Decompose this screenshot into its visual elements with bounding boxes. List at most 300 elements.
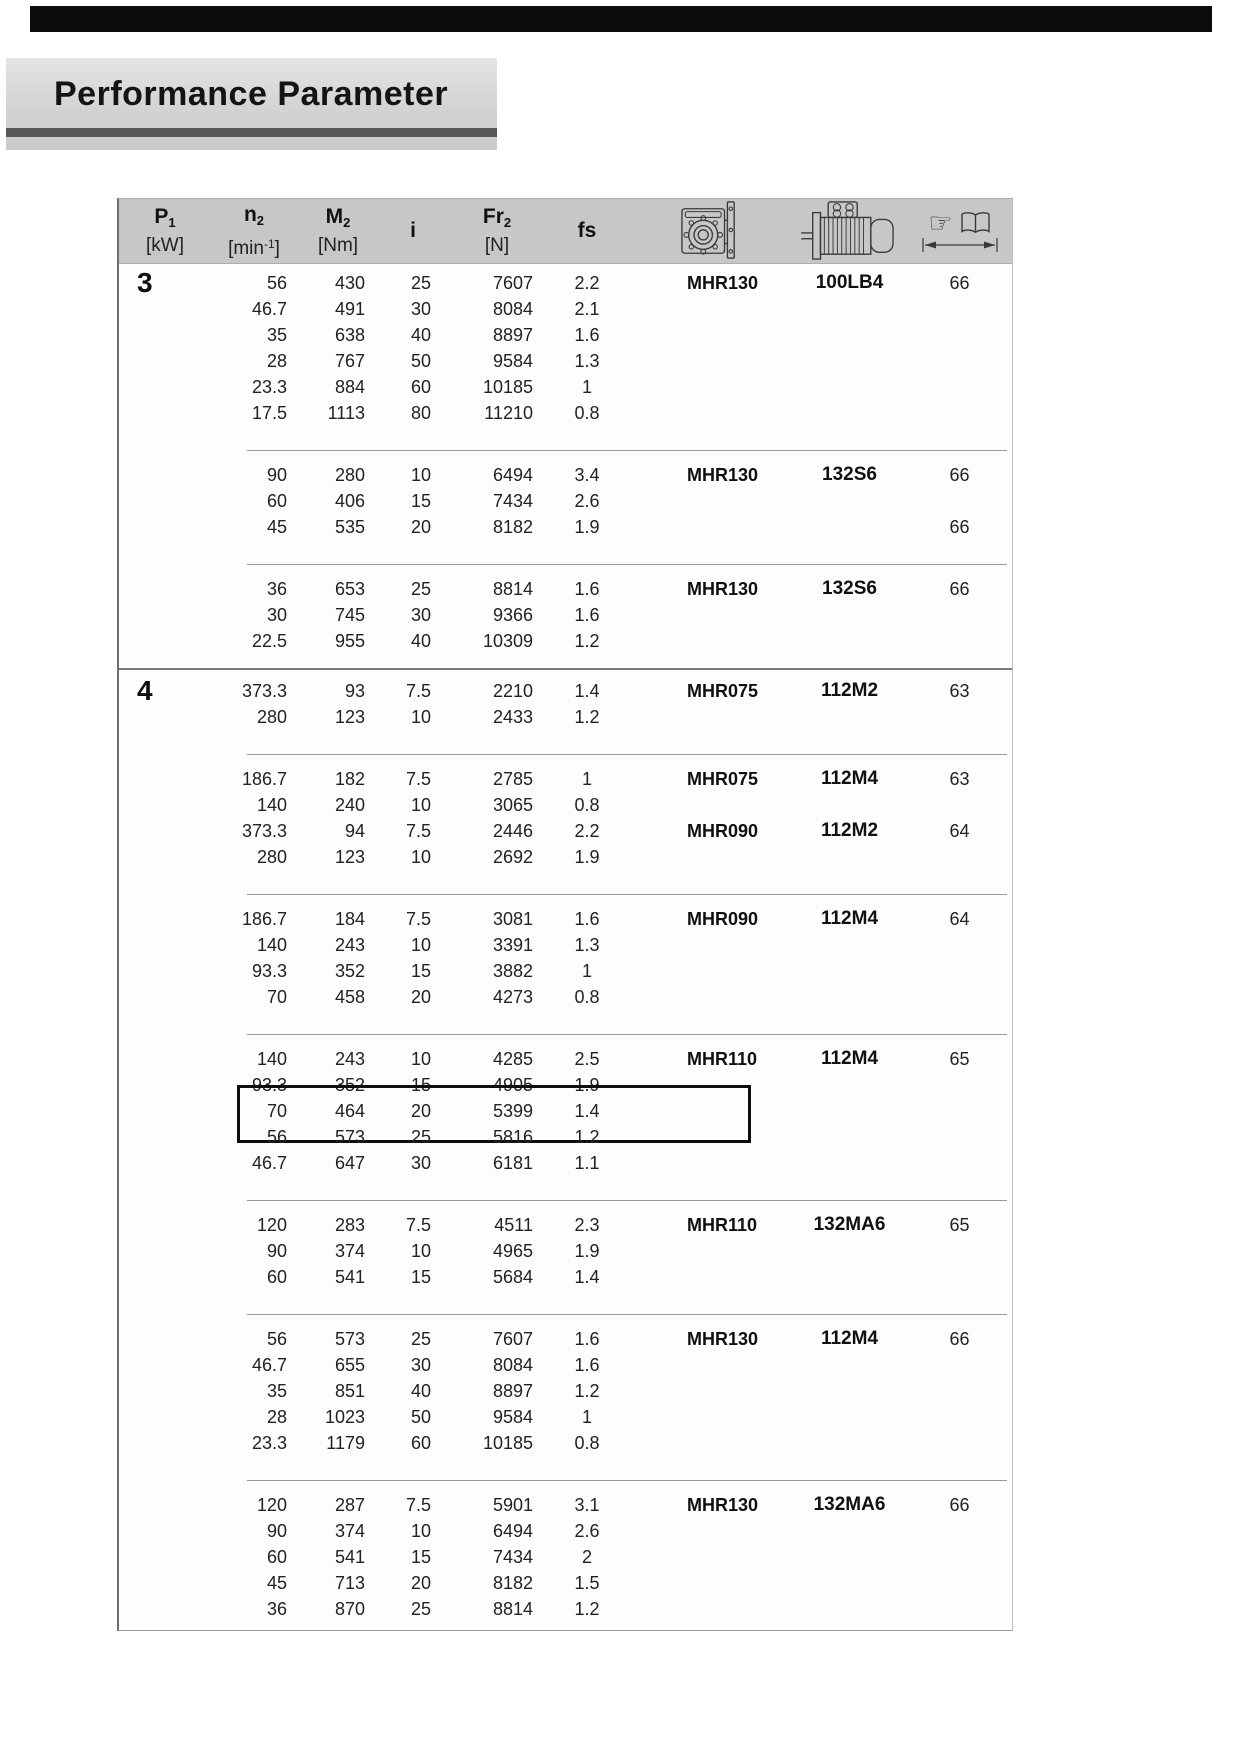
cell-fr2: 3882 bbox=[492, 961, 533, 981]
cell-p1 bbox=[119, 1326, 211, 1352]
cell-fr2: 7607 bbox=[492, 273, 533, 293]
cell-i: 20 bbox=[410, 1101, 431, 1121]
n2-symbol: $n_2$ bbox=[243, 202, 265, 228]
cell-m2: 464 bbox=[334, 1101, 365, 1121]
performance-table bbox=[117, 198, 1013, 1631]
cell-gearbox: MHR075 bbox=[687, 681, 759, 701]
cell-motor bbox=[792, 514, 907, 540]
cell-m2: 287 bbox=[334, 1495, 365, 1515]
cell-gearbox bbox=[627, 322, 792, 348]
table-row bbox=[119, 488, 1012, 514]
cell-fs: 1.3 bbox=[574, 935, 600, 955]
cell-fs: 1 bbox=[581, 769, 592, 789]
cell-i: 25 bbox=[410, 1599, 431, 1619]
cell-m2: 374 bbox=[334, 1241, 365, 1261]
table-row bbox=[119, 766, 1012, 792]
cell-gearbox bbox=[627, 932, 792, 958]
cell-m2: 1023 bbox=[324, 1407, 365, 1427]
cell-p1 bbox=[119, 1518, 211, 1544]
table-row bbox=[119, 1264, 1012, 1290]
col-header-fr2 bbox=[447, 199, 547, 263]
cell-n2: 120 bbox=[256, 1215, 287, 1235]
cell-p1 bbox=[119, 1150, 211, 1176]
cell-p1 bbox=[119, 932, 211, 958]
cell-fr2: 2446 bbox=[492, 821, 533, 841]
table-row bbox=[119, 1238, 1012, 1264]
cell-page bbox=[907, 1072, 1012, 1098]
cell-motor bbox=[792, 322, 907, 348]
cell-motor bbox=[792, 792, 907, 818]
cell-page bbox=[907, 792, 1012, 818]
cell-i: 25 bbox=[410, 1329, 431, 1349]
table-row bbox=[119, 958, 1012, 984]
cell-page bbox=[907, 1430, 1012, 1456]
cell-gearbox bbox=[627, 374, 792, 400]
cell-p1 bbox=[119, 488, 211, 514]
cell-fr2: 9584 bbox=[492, 351, 533, 371]
cell-i: 25 bbox=[410, 1127, 431, 1147]
cell-page bbox=[907, 1404, 1012, 1430]
table-row bbox=[119, 1072, 1012, 1098]
cell-motor: 100LB4 bbox=[815, 272, 884, 293]
cell-n2: 373.3 bbox=[241, 821, 287, 841]
cell-i: 7.5 bbox=[405, 821, 431, 841]
cell-motor: 132MA6 bbox=[813, 1214, 886, 1235]
cell-i: 7.5 bbox=[405, 769, 431, 789]
cell-m2: 767 bbox=[334, 351, 365, 371]
cell-p1 bbox=[119, 792, 211, 818]
m2-symbol: $M_2$ bbox=[325, 205, 351, 230]
cell-p1 bbox=[119, 400, 211, 426]
cell-i: 7.5 bbox=[405, 681, 431, 701]
cell-page: 66 bbox=[949, 1495, 970, 1515]
table-row bbox=[119, 296, 1012, 322]
cell-i: 10 bbox=[410, 707, 431, 727]
cell-page: 63 bbox=[949, 681, 970, 701]
width-dimension-arrow-icon bbox=[920, 237, 1000, 253]
cell-m2: 713 bbox=[334, 1573, 365, 1593]
cell-motor bbox=[792, 348, 907, 374]
cell-p1 bbox=[119, 984, 211, 1010]
cell-p1 bbox=[119, 1212, 211, 1238]
cell-page: 66 bbox=[949, 273, 970, 293]
cell-p1 bbox=[119, 1072, 211, 1098]
table-row bbox=[119, 1352, 1012, 1378]
col-header-i bbox=[379, 199, 447, 263]
cell-p1 bbox=[119, 675, 211, 706]
cell-n2: 186.7 bbox=[241, 909, 287, 929]
cell-fs: 1.2 bbox=[574, 1599, 600, 1619]
cell-motor: 132S6 bbox=[822, 578, 877, 599]
cell-fs: 2.2 bbox=[574, 273, 600, 293]
cell-motor bbox=[792, 984, 907, 1010]
cell-motor: 112M4 bbox=[820, 1328, 879, 1349]
cell-i: 10 bbox=[410, 795, 431, 815]
cell-motor: 132MA6 bbox=[813, 1494, 886, 1515]
table-row bbox=[119, 1150, 1012, 1176]
table-row bbox=[119, 1570, 1012, 1596]
cell-motor bbox=[792, 1238, 907, 1264]
table-row bbox=[119, 514, 1012, 540]
cell-page: 66 bbox=[949, 465, 970, 485]
cell-m2: 535 bbox=[334, 517, 365, 537]
cell-m2: 243 bbox=[334, 935, 365, 955]
cell-m2: 352 bbox=[334, 1075, 365, 1095]
cell-fs: 2.5 bbox=[574, 1049, 600, 1069]
cell-fr2: 2785 bbox=[492, 769, 533, 789]
cell-fr2: 2433 bbox=[492, 707, 533, 727]
cell-fs: 2.2 bbox=[574, 821, 600, 841]
cell-p1 bbox=[119, 1046, 211, 1072]
cell-fs: 0.8 bbox=[574, 987, 600, 1007]
cell-i: 10 bbox=[410, 465, 431, 485]
cell-motor bbox=[792, 1352, 907, 1378]
cell-fr2: 3391 bbox=[492, 935, 533, 955]
cell-fs: 1.6 bbox=[574, 325, 600, 345]
cell-fs: 1.1 bbox=[574, 1153, 600, 1173]
cell-gearbox bbox=[627, 1150, 792, 1176]
p1-symbol: $P_1$ bbox=[154, 205, 176, 230]
cell-fr2: 6494 bbox=[492, 465, 533, 485]
cell-fr2: 10185 bbox=[482, 1433, 533, 1453]
cell-fr2: 11210 bbox=[484, 403, 533, 423]
cell-gearbox bbox=[627, 1430, 792, 1456]
cell-p1 bbox=[119, 1238, 211, 1264]
cell-page bbox=[907, 296, 1012, 322]
gearmotor-block bbox=[119, 1492, 1012, 1622]
cell-fs: 1.6 bbox=[574, 605, 600, 625]
open-book-icon bbox=[960, 211, 991, 235]
cell-m2: 1113 bbox=[327, 403, 365, 423]
cell-n2: 56 bbox=[266, 1127, 287, 1147]
cell-m2: 283 bbox=[334, 1215, 365, 1235]
cell-fr2: 9366 bbox=[492, 605, 533, 625]
cell-motor bbox=[792, 1570, 907, 1596]
cell-m2: 182 bbox=[334, 769, 365, 789]
col-header-n2 bbox=[211, 199, 297, 263]
cell-m2: 655 bbox=[334, 1355, 365, 1375]
top-black-bar bbox=[30, 6, 1212, 32]
cell-n2: 186.7 bbox=[241, 769, 287, 789]
cell-fs: 2 bbox=[581, 1547, 592, 1567]
cell-motor bbox=[792, 296, 907, 322]
cell-page bbox=[907, 1596, 1012, 1622]
table-row bbox=[119, 267, 1012, 298]
cell-gearbox: MHR110 bbox=[687, 1049, 758, 1069]
cell-fs: 1 bbox=[581, 1407, 592, 1427]
col-header-fs bbox=[547, 199, 627, 263]
cell-motor bbox=[792, 1098, 907, 1124]
table-row bbox=[119, 1124, 1012, 1150]
cell-i: 10 bbox=[410, 1241, 431, 1261]
cell-i: 80 bbox=[410, 403, 431, 423]
cell-gearbox bbox=[627, 984, 792, 1010]
cell-i: 20 bbox=[410, 517, 431, 537]
table-body bbox=[119, 264, 1012, 1630]
table-row bbox=[119, 1212, 1012, 1238]
cell-m2: 638 bbox=[334, 325, 365, 345]
cell-page bbox=[907, 628, 1012, 654]
cell-p1 bbox=[119, 322, 211, 348]
table-row bbox=[119, 1544, 1012, 1570]
cell-fr2: 4511 bbox=[494, 1215, 533, 1235]
cell-motor bbox=[792, 958, 907, 984]
cell-n2: 140 bbox=[256, 1049, 287, 1069]
cell-gearbox bbox=[627, 1238, 792, 1264]
cell-i: 60 bbox=[410, 377, 431, 397]
cell-m2: 884 bbox=[334, 377, 365, 397]
cell-fr2: 2210 bbox=[492, 681, 533, 701]
cell-n2: 56 bbox=[266, 273, 287, 293]
cell-i: 20 bbox=[410, 1573, 431, 1593]
cell-n2: 90 bbox=[266, 1521, 287, 1541]
table-row bbox=[119, 1098, 1012, 1124]
cell-p1 bbox=[119, 1430, 211, 1456]
cell-i: 60 bbox=[410, 1433, 431, 1453]
cell-gearbox bbox=[627, 1352, 792, 1378]
cell-m2: 123 bbox=[334, 707, 365, 727]
cell-n2: 120 bbox=[256, 1495, 287, 1515]
cell-n2: 60 bbox=[266, 1267, 287, 1287]
cell-m2: 851 bbox=[334, 1381, 365, 1401]
cell-gearbox: MHR130 bbox=[687, 273, 759, 293]
table-row bbox=[119, 984, 1012, 1010]
table-row bbox=[119, 1596, 1012, 1622]
cell-gearbox bbox=[627, 1570, 792, 1596]
cell-n2: 60 bbox=[266, 491, 287, 511]
table-row bbox=[119, 628, 1012, 654]
cell-motor bbox=[792, 400, 907, 426]
cell-gearbox bbox=[627, 1378, 792, 1404]
cell-page bbox=[907, 1150, 1012, 1176]
cell-fs: 1.2 bbox=[574, 631, 600, 651]
cell-gearbox: MHR130 bbox=[687, 579, 759, 599]
cell-n2: 35 bbox=[266, 325, 287, 345]
cell-m2: 870 bbox=[334, 1599, 365, 1619]
cell-fs: 0.8 bbox=[574, 403, 600, 423]
cell-page bbox=[907, 844, 1012, 870]
cell-fs: 1.6 bbox=[574, 1355, 600, 1375]
cell-n2: 45 bbox=[266, 517, 287, 537]
cell-gearbox bbox=[627, 1124, 792, 1150]
table-row bbox=[119, 1404, 1012, 1430]
cell-motor bbox=[792, 1544, 907, 1570]
cell-motor: 112M2 bbox=[820, 680, 879, 701]
table-header bbox=[119, 199, 1012, 264]
cell-n2: 140 bbox=[256, 935, 287, 955]
cell-fs: 2.3 bbox=[574, 1215, 600, 1235]
cell-page bbox=[907, 704, 1012, 730]
cell-i: 15 bbox=[410, 1267, 431, 1287]
gearmotor-block bbox=[119, 1212, 1012, 1290]
cell-gearbox: MHR110 bbox=[687, 1215, 758, 1235]
cell-p1 bbox=[119, 374, 211, 400]
cell-m2: 745 bbox=[334, 605, 365, 625]
cell-p1 bbox=[119, 1570, 211, 1596]
cell-gearbox bbox=[627, 488, 792, 514]
cell-p1 bbox=[119, 348, 211, 374]
cell-motor bbox=[792, 1430, 907, 1456]
cell-motor bbox=[792, 1404, 907, 1430]
cell-fs: 2.6 bbox=[574, 491, 600, 511]
cell-gearbox bbox=[627, 1098, 792, 1124]
cell-i: 7.5 bbox=[405, 1495, 431, 1515]
cell-fr2: 7607 bbox=[492, 1329, 533, 1349]
cell-fs: 1.6 bbox=[574, 909, 600, 929]
cell-motor bbox=[792, 1264, 907, 1290]
fs-symbol: fs bbox=[577, 219, 597, 242]
cell-motor bbox=[792, 1596, 907, 1622]
cell-p1 bbox=[119, 1124, 211, 1150]
cell-fs: 1.2 bbox=[574, 1381, 600, 1401]
cell-page bbox=[907, 1518, 1012, 1544]
cell-motor bbox=[792, 602, 907, 628]
cell-m2: 123 bbox=[334, 847, 365, 867]
cell-page bbox=[907, 374, 1012, 400]
i-symbol: i bbox=[410, 219, 416, 242]
cell-fr2: 8084 bbox=[492, 299, 533, 319]
title-underline-bar bbox=[6, 128, 497, 137]
cell-n2: 90 bbox=[266, 465, 287, 485]
cell-page: 64 bbox=[949, 821, 970, 841]
cell-n2: 23.3 bbox=[251, 377, 287, 397]
table-row bbox=[119, 906, 1012, 932]
cell-fr2: 7434 bbox=[492, 491, 533, 511]
table-row bbox=[119, 1046, 1012, 1072]
cell-fr2: 8814 bbox=[492, 579, 533, 599]
worm-gearbox-icon bbox=[627, 199, 792, 263]
cell-page bbox=[907, 1238, 1012, 1264]
cell-fs: 1 bbox=[581, 961, 592, 981]
cell-fr2: 4965 bbox=[492, 1241, 533, 1261]
cell-fr2: 8897 bbox=[492, 1381, 533, 1401]
cell-fs: 1.3 bbox=[574, 351, 600, 371]
cell-p1 bbox=[119, 602, 211, 628]
cell-m2: 955 bbox=[334, 631, 365, 651]
cell-p1 bbox=[119, 1596, 211, 1622]
table-row bbox=[119, 792, 1012, 818]
cell-p1 bbox=[119, 1378, 211, 1404]
cell-page bbox=[907, 1352, 1012, 1378]
cell-fs: 1.9 bbox=[574, 517, 600, 537]
cell-m2: 1179 bbox=[326, 1433, 365, 1453]
col-header-m2 bbox=[297, 199, 379, 263]
cell-i: 25 bbox=[410, 273, 431, 293]
table-row bbox=[119, 818, 1012, 844]
cell-page: 65 bbox=[949, 1049, 970, 1069]
cell-fr2: 6494 bbox=[492, 1521, 533, 1541]
gearmotor-block bbox=[119, 1046, 1012, 1176]
cell-fr2: 4905 bbox=[492, 1075, 533, 1095]
cell-motor: 112M4 bbox=[820, 768, 879, 789]
fr2-unit: [N] bbox=[484, 235, 510, 256]
cell-i: 15 bbox=[410, 1075, 431, 1095]
cell-gearbox: MHR090 bbox=[687, 909, 759, 929]
table-row bbox=[119, 1518, 1012, 1544]
cell-i: 50 bbox=[410, 351, 431, 371]
cell-i: 10 bbox=[410, 935, 431, 955]
cell-p1 bbox=[119, 1264, 211, 1290]
cell-m2: 93 bbox=[344, 681, 365, 701]
cell-i: 7.5 bbox=[405, 909, 431, 929]
cell-m2: 406 bbox=[334, 491, 365, 511]
cell-n2: 70 bbox=[266, 987, 287, 1007]
cell-fr2: 8182 bbox=[492, 517, 533, 537]
cell-n2: 46.7 bbox=[251, 1153, 287, 1173]
cell-m2: 243 bbox=[334, 1049, 365, 1069]
cell-n2: 17.5 bbox=[251, 403, 287, 423]
gearmotor-block bbox=[119, 267, 1012, 426]
table-row bbox=[119, 602, 1012, 628]
cell-m2: 653 bbox=[334, 579, 365, 599]
gearmotor-block bbox=[119, 462, 1012, 540]
cell-fs: 1.2 bbox=[574, 707, 600, 727]
cell-motor bbox=[792, 1150, 907, 1176]
cell-gearbox bbox=[627, 348, 792, 374]
cell-p1 bbox=[119, 1352, 211, 1378]
cell-fr2: 8897 bbox=[492, 325, 533, 345]
cell-fr2: 8814 bbox=[492, 1599, 533, 1619]
cell-m2: 491 bbox=[334, 299, 365, 319]
cell-n2: 35 bbox=[266, 1381, 287, 1401]
cell-m2: 184 bbox=[334, 909, 365, 929]
cell-gearbox: MHR075 bbox=[687, 769, 759, 789]
cell-page: 66 bbox=[949, 1329, 970, 1349]
cell-motor bbox=[792, 932, 907, 958]
cell-i: 10 bbox=[410, 1049, 431, 1069]
table-row bbox=[119, 576, 1012, 602]
cell-fs: 1.9 bbox=[574, 847, 600, 867]
cell-gearbox bbox=[627, 400, 792, 426]
cell-m2: 541 bbox=[334, 1547, 365, 1567]
cell-motor bbox=[792, 1072, 907, 1098]
cell-i: 10 bbox=[410, 847, 431, 867]
table-row bbox=[119, 348, 1012, 374]
cell-n2: 70 bbox=[266, 1101, 287, 1121]
cell-motor bbox=[792, 844, 907, 870]
cell-n2: 46.7 bbox=[251, 1355, 287, 1375]
gearmotor-block bbox=[119, 576, 1012, 654]
cell-n2: 23.3 bbox=[251, 1433, 287, 1453]
cell-m2: 240 bbox=[334, 795, 365, 815]
motor-icon bbox=[792, 199, 907, 263]
cell-gearbox bbox=[627, 1404, 792, 1430]
cell-i: 30 bbox=[410, 1355, 431, 1375]
cell-m2: 541 bbox=[334, 1267, 365, 1287]
cell-fs: 3.4 bbox=[574, 465, 600, 485]
cell-motor bbox=[792, 1124, 907, 1150]
cell-gearbox bbox=[627, 1264, 792, 1290]
cell-gearbox bbox=[627, 296, 792, 322]
table-row bbox=[119, 1378, 1012, 1404]
cell-fs: 2.1 bbox=[574, 299, 600, 319]
page-title: Performance Parameter bbox=[54, 75, 449, 113]
cell-motor bbox=[792, 488, 907, 514]
table-row bbox=[119, 675, 1012, 706]
cell-gearbox bbox=[627, 628, 792, 654]
cell-motor bbox=[792, 1378, 907, 1404]
cell-fs: 0.8 bbox=[574, 1433, 600, 1453]
cell-page bbox=[907, 1124, 1012, 1150]
fr2-symbol: $Fr_2$ bbox=[482, 205, 512, 230]
cell-m2: 430 bbox=[334, 273, 365, 293]
cell-page bbox=[907, 322, 1012, 348]
p1-unit: [kW] bbox=[146, 235, 184, 256]
cell-gearbox: MHR130 bbox=[687, 1495, 759, 1515]
cell-gearbox: MHR130 bbox=[687, 1329, 759, 1349]
cell-m2: 573 bbox=[334, 1127, 365, 1147]
cell-m2: 94 bbox=[344, 821, 365, 841]
